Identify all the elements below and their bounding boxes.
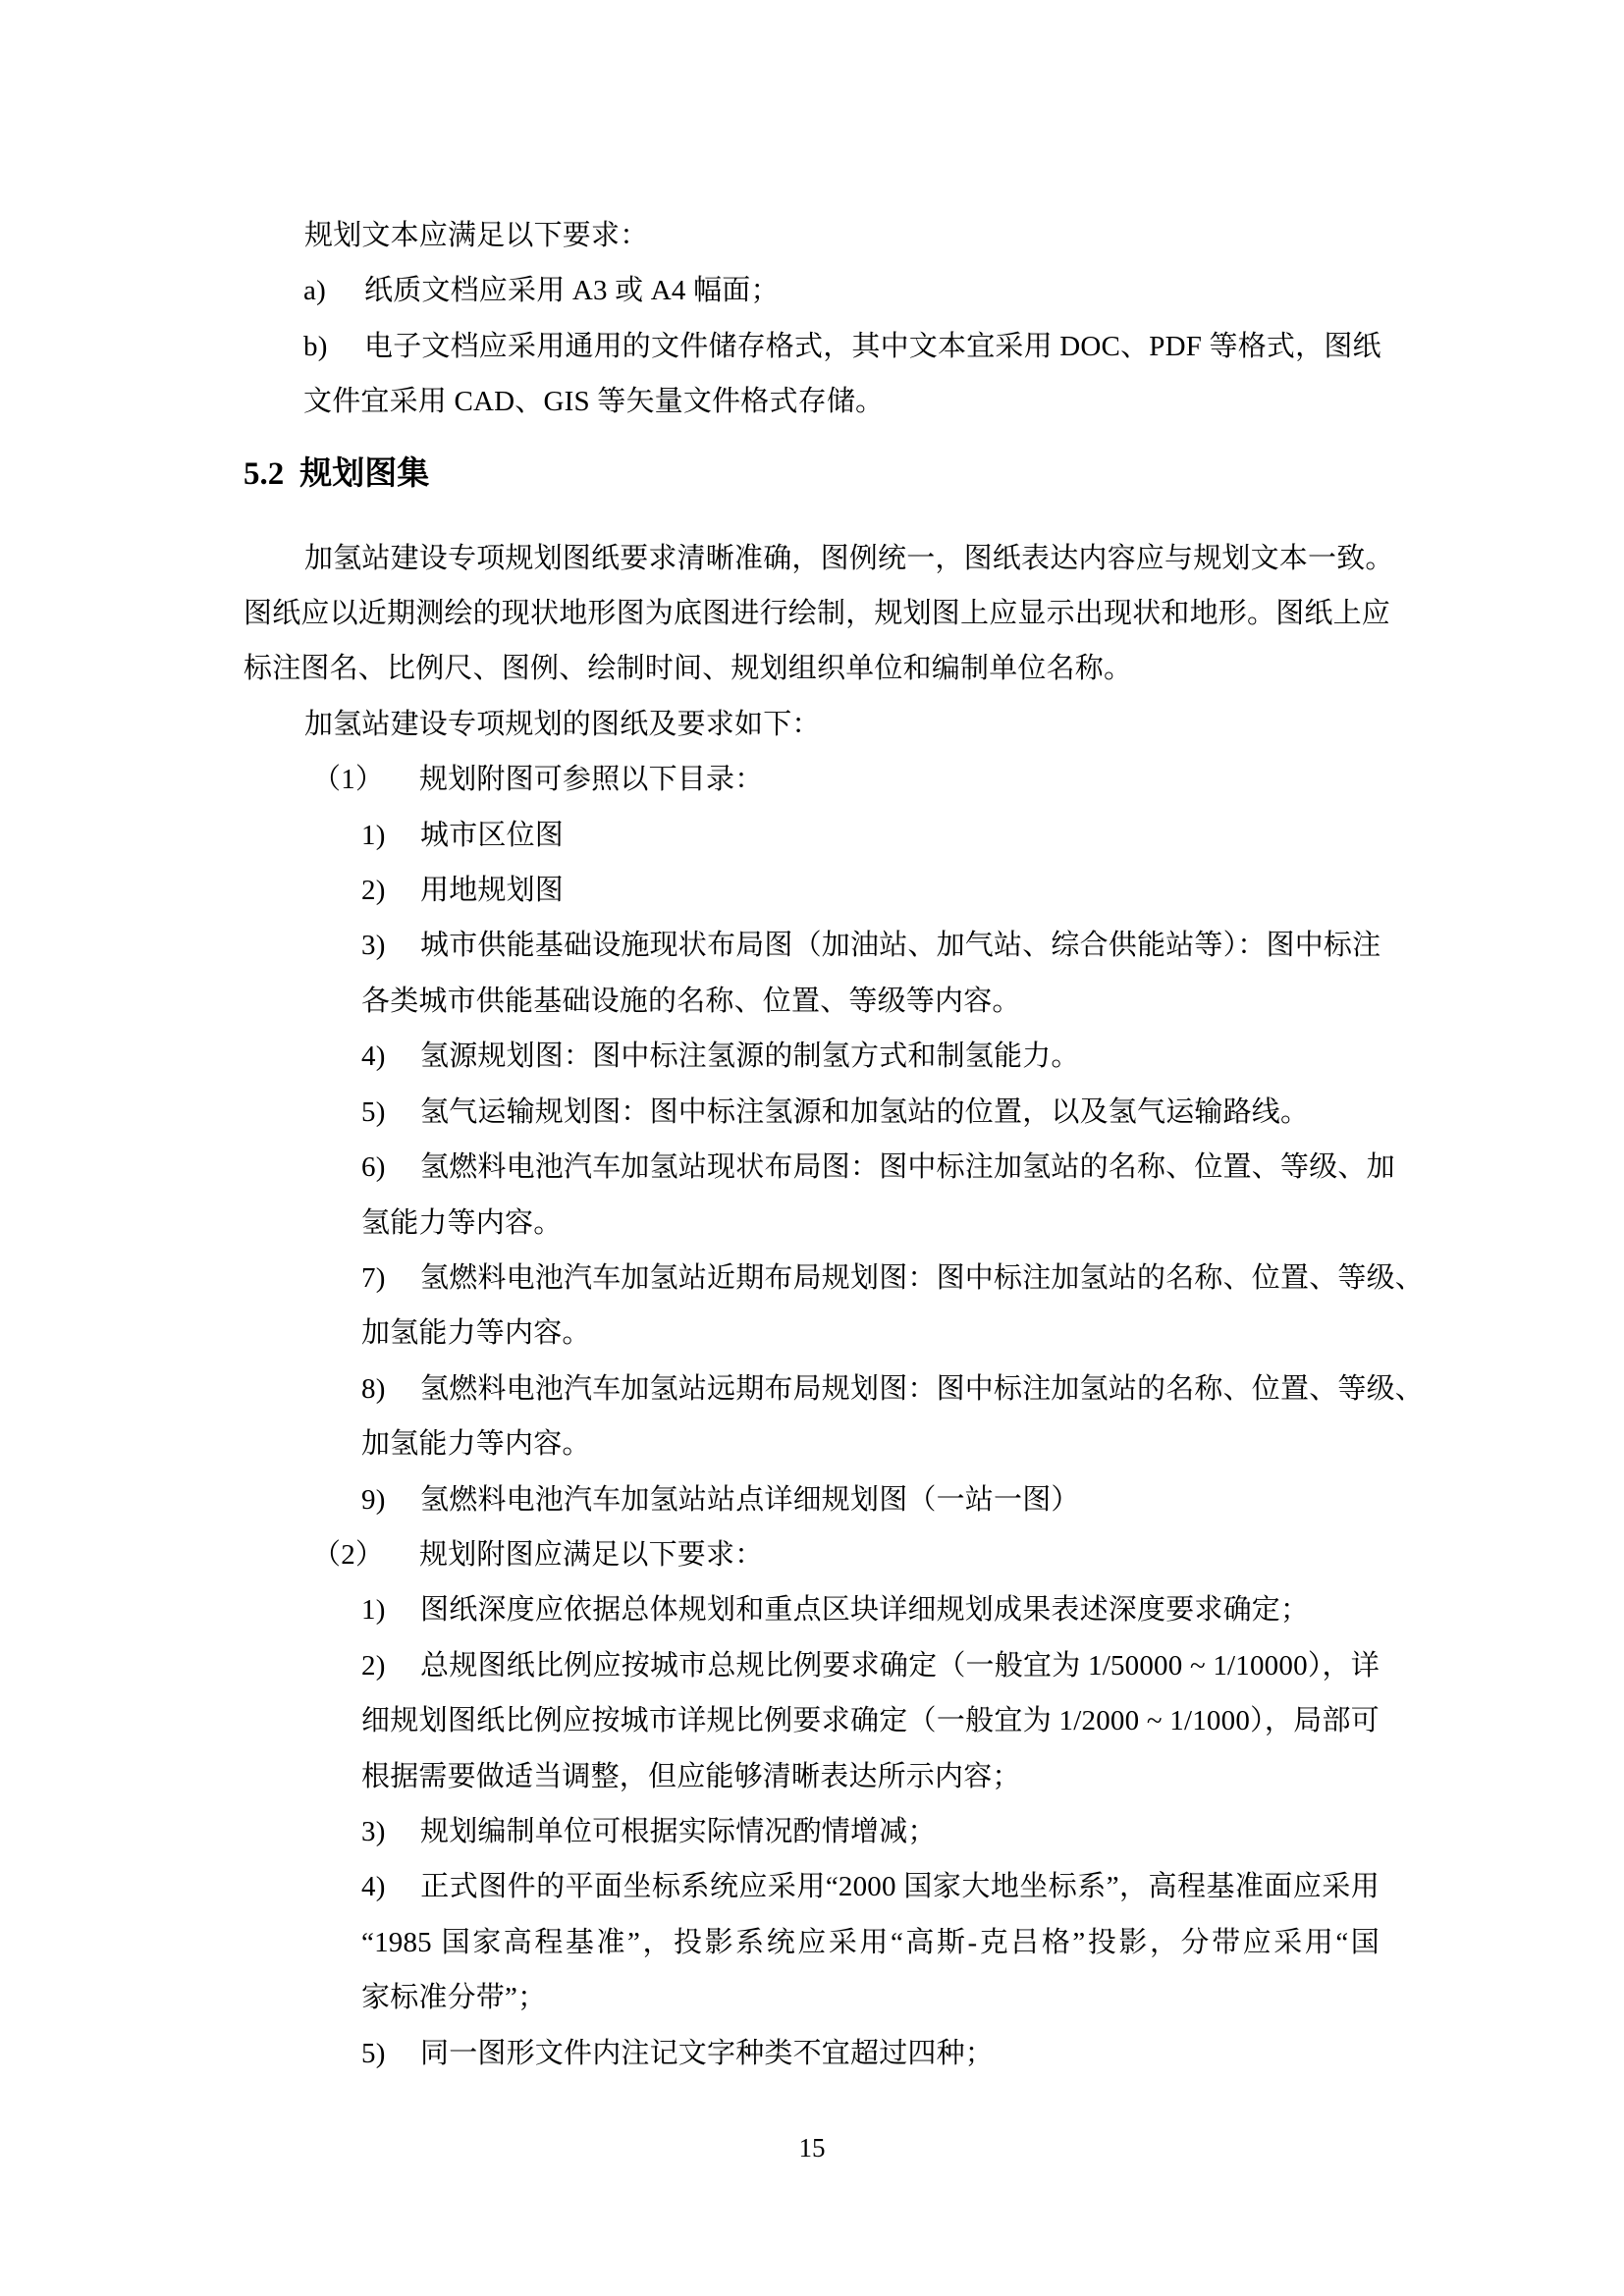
list-item [244,918,1380,973]
line-text: 图纸深度应依据总体规划和重点区块详细规划成果表述深度要求确定； [420,1594,1310,1627]
paragraph-line [244,531,1394,586]
list-marker: 6) [361,1151,386,1184]
line-text: 总规图纸比例应按城市总规比例要求确定（一般宜为 1/50000 ~ 1/10000），详 [420,1649,1380,1682]
line-text: 用地规划图 [420,875,565,907]
list-item [244,319,1380,374]
line-text: 各类城市供能基础设施的名称、位置、等级等内容。 [361,985,1021,1017]
list-marker: （2） [312,1538,385,1571]
list-marker: 3) [361,930,386,962]
list-marker: 5) [361,2037,386,2069]
line-text: 正式图件的平面坐标系统应采用“2000 国家大地坐标系”，高程基准面应采用 [420,1871,1380,1903]
page-number: 15 [798,2133,826,2163]
list-item-continuation [244,1970,1380,2025]
list-item [244,1140,1395,1195]
list-item-continuation [244,1749,1380,1804]
line-text: 加氢站建设专项规划图纸要求清晰准确，图例统一，图纸表达内容应与规划文本一致。 [304,542,1394,574]
line-text: 规划编制单位可根据实际情况酌情增减； [420,1815,937,1847]
line-text: 氢燃料电池汽车加氢站现状布局图：图中标注加氢站的名称、位置、等级、加 [420,1151,1395,1184]
line-text: 图纸应以近期测绘的现状地形图为底图进行绘制，规划图上应显示出现状和地形。图纸上应 [244,598,1391,630]
line-text: 细规划图纸比例应按城市详规比例要求确定（一般宜为 1/2000 ~ 1/1000），局部可 [361,1705,1380,1737]
line-text: 城市区位图 [420,819,565,851]
list-item [244,1804,1380,1859]
list-item-continuation [244,1693,1380,1748]
list-marker: 2) [361,875,386,907]
line-text: 规划附图可参照以下目录： [419,764,764,796]
list-item [244,1029,1380,1084]
list-item [244,1859,1380,1914]
line-text: 氢气运输规划图：图中标注氢源和加氢站的位置，以及氢气运输路线。 [420,1095,1310,1128]
line-text: 氢燃料电池汽车加氢站站点详细规划图（一站一图） [420,1483,1080,1516]
line-text: 规划附图应满足以下要求： [419,1538,764,1571]
section-number: 5.2 [244,455,285,492]
line-text: 根据需要做适当调整，但应能够清晰表达所示内容； [361,1760,1021,1792]
list-marker: a) [303,275,326,307]
line-text: 家标准分带”； [361,1982,547,2014]
list-item [244,752,1380,807]
line-text: 加氢能力等内容。 [361,1428,591,1461]
line-text: 电子文档应采用通用的文件储存格式，其中文本宜采用 DOC、PDF 等格式，图纸 [364,330,1381,362]
list-item [244,808,1380,863]
section-title: 规划图集 [299,454,430,491]
document-body [244,0,1425,2081]
list-marker: 2) [361,1649,386,1682]
line-text: 规划文本应满足以下要求： [304,220,649,251]
list-item [244,1472,1380,1527]
list-item [244,863,1380,918]
list-marker: b) [303,330,328,362]
list-item [244,1085,1380,1140]
paragraph-line [244,586,1391,641]
line-text: 加氢能力等内容。 [361,1317,591,1350]
list-marker: 8) [361,1372,386,1405]
paragraph-line [244,641,1380,696]
list-marker: 7) [361,1261,386,1294]
line-text: 氢燃料电池汽车加氢站远期布局规划图：图中标注加氢站的名称、位置、等级、 [420,1372,1425,1405]
list-marker: 1) [361,1594,386,1627]
list-item-continuation [244,1306,1380,1361]
list-item [244,1527,1380,1582]
paragraph-line [244,208,1380,263]
list-item [244,1251,1425,1306]
list-marker: 5) [361,1095,386,1128]
list-item [244,2026,1380,2081]
list-item [244,1582,1380,1637]
list-marker: 4) [361,1041,386,1073]
line-text: 氢源规划图：图中标注氢源的制氢方式和制氢能力。 [420,1041,1080,1073]
list-item-continuation [244,974,1380,1029]
line-text: 纸质文档应采用 A3 或 A4 幅面； [364,275,780,307]
list-item [244,1638,1380,1693]
line-text: “1985 国家高程基准”，投影系统应采用“高斯-克吕格”投影，分带应采用“国 [361,1926,1380,1958]
line-text: 标注图名、比例尺、图例、绘制时间、规划组织单位和编制单位名称。 [244,653,1133,685]
list-marker: 3) [361,1815,386,1847]
list-marker: 4) [361,1871,386,1903]
list-item-continuation [244,374,1380,429]
line-text: 同一图形文件内注记文字种类不宜超过四种； [420,2037,995,2069]
list-item [244,1362,1425,1416]
list-item-continuation [244,1915,1380,1970]
line-text: 加氢站建设专项规划的图纸及要求如下： [304,708,821,740]
list-marker: 9) [361,1483,386,1516]
section-heading [244,444,1380,504]
list-item-continuation [244,1196,1380,1251]
list-item-continuation [244,1416,1380,1471]
line-text: 氢燃料电池汽车加氢站近期布局规划图：图中标注加氢站的名称、位置、等级、 [420,1261,1425,1294]
list-marker: （1） [312,764,385,796]
line-text: 城市供能基础设施现状布局图（加油站、加气站、综合供能站等）：图中标注 [420,930,1381,962]
list-item [244,263,1380,318]
list-marker: 1) [361,819,386,851]
paragraph-line [244,697,1380,752]
line-text: 文件宜采用 CAD、GIS 等矢量文件格式存储。 [303,386,885,418]
line-text: 氢能力等内容。 [361,1206,563,1239]
